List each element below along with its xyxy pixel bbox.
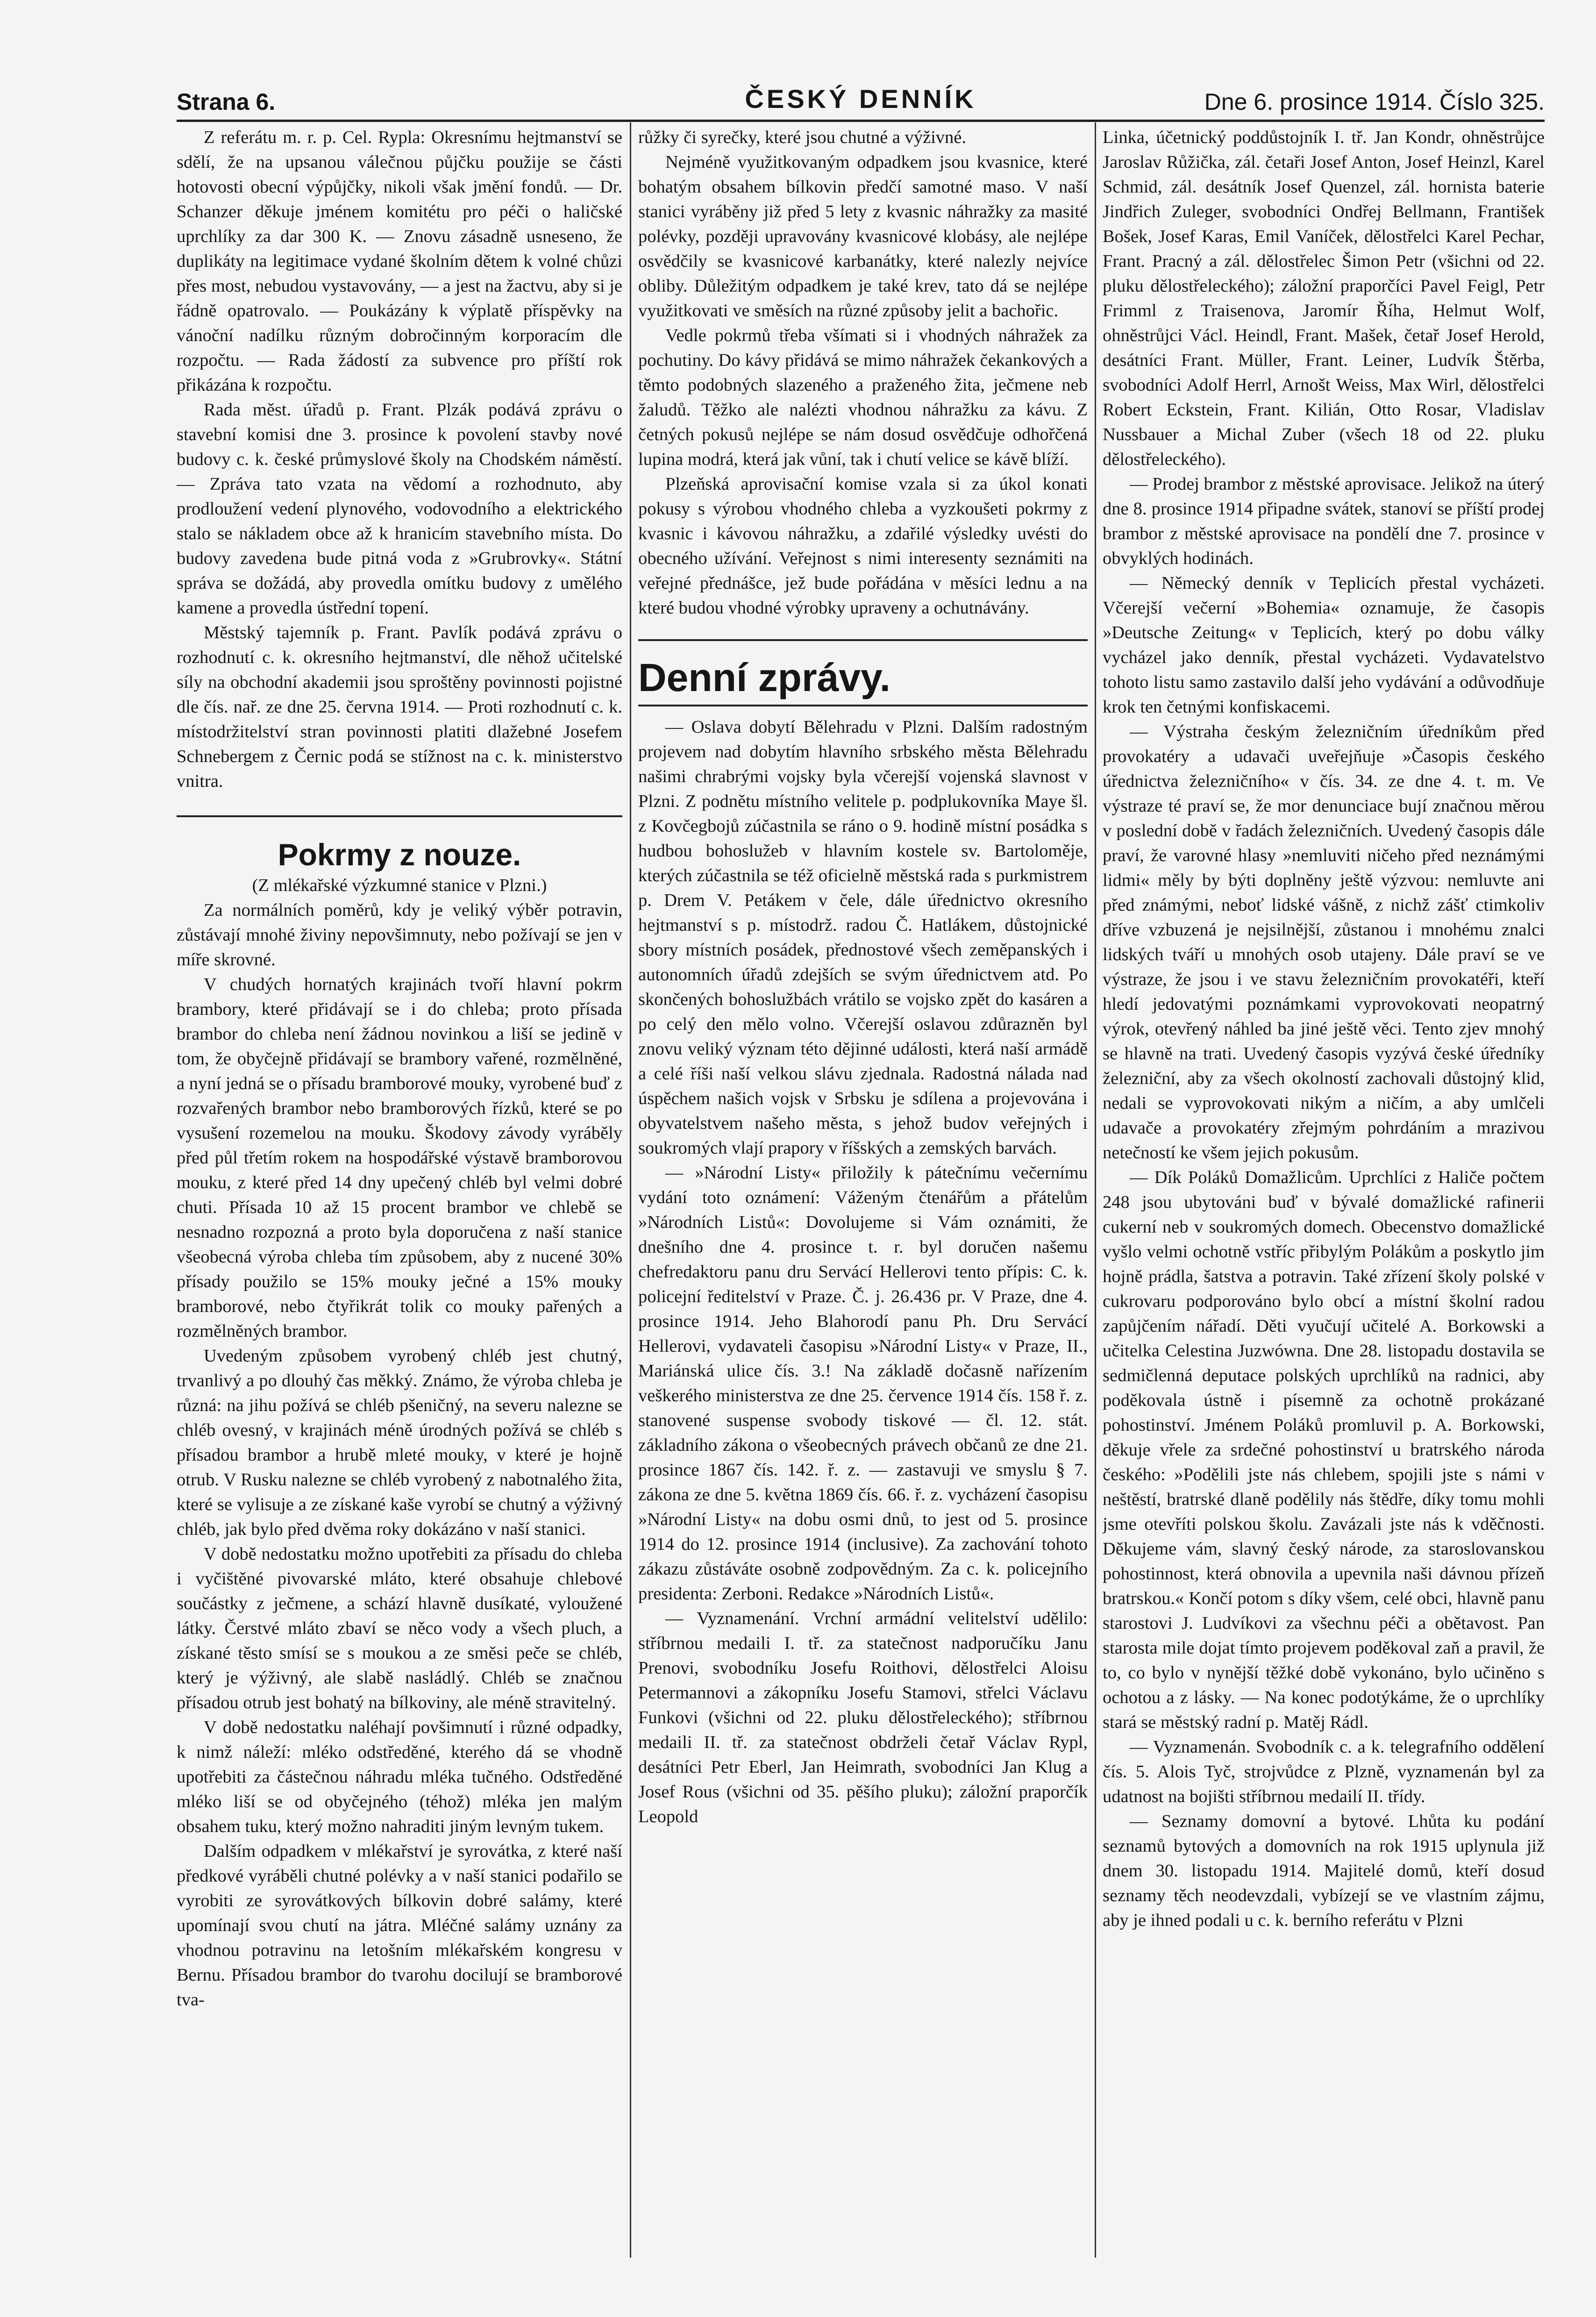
page-header — [177, 85, 1545, 120]
article-paragraph: Za normálních poměrů, kdy je veliký výběr potravin, zůstávají mnohé živiny nepovšimnuty, nebo požívají se jen v míře skrovné. — [177, 900, 622, 970]
article-subtitle: (Z mlékařské výzkumné stanice v Plzni.) — [252, 876, 547, 895]
article-paragraph: V chudých hornatých krajinách tvoří hlavní pokrm brambory, které přidávají se i do chleba; proto přísada brambor do chleba není žádnou novinkou a liší se jedině v tom, že obyčejně přidávají se brambory vařené, rozmělněné, a nyní jedná se o přísadu bramborové mouky, vyrobené buď z rozvařených brambor nebo bramborových řízků, které se po vysušení rozemelou na mouku. Škodovy závody vyráběly před půl třetím rokem na hospodářské výstavě bramborovou mouku, z které před 14 dny upečený chléb byl velmi dobré chuti. Přísada 10 až 15 procent brambor ve chlebě se nesnadno rozpozná a proto byla doporučena z naší stanice všeobecná výroba chleba tím způsobem, aby z nucené 30% přísady použilo se 15% mouky ječné a 15% mouky bramborové, nebo čtyřikrát tolik co mouky pařených a rozmělněných brambor. — [177, 975, 622, 1341]
column-rule-2 — [1095, 122, 1096, 2258]
header-rule — [177, 120, 1545, 122]
article-paragraph: V době nedostatku naléhají povšimnutí i různé odpadky, k nimž náleží: mléko odstředěné, kterého dá se vhodně upotřebiti za částečnou náhradu mléka tučného. Odstředěné mléko liší se od obyčejného (téhož) mléka jen malým obsahem tuku, který možno nahraditi jiným levným tukem. — [177, 1718, 622, 1836]
news-item: — Oslava dobytí Bělehradu v Plzni. Dalším radostným projevem nad dobytím hlavního srbského města Bělehradu našimi chrabrými vojsky byla včerejší vojenská slavnost v Plzni. Z podnětu místního velitele p. podplukovníka Maye šl. z Kovčegbojů zúčastnila se ráno o 9. hodině místní posádka s hudbou bohoslužeb v hlavním kostele sv. Bartoloměje, kterých zúčastnila se též oficielně městská rada s purkmistrem p. Drem V. Petákem v čele, dále úřednictvo okresního hejtmanství s p. místodrž. radou Č. Hatlákem, důstojnické sbory místních posádek, přednostové všech zeměpanských i autonomních úřadů zdejších se svým úřednictvem atd. Po skončených bohoslužbách vrátilo se vojsko zpět do kasáren a po celý den mělo volno. Včerejší oslavou zdůrazněn byl znovu veliký význam této dějinné události, která naší armádě a celé říši naší velkou slávu zjednala. Radostná nálada nad úspěchem našich vojsk v Srbsku je sdílena a projevována i obyvatelstvem našeho města, s jehož budov veřejných i soukromých vlají prapory v říšských a zemských barvách. — [638, 717, 1088, 1158]
column-3 — [1103, 125, 1545, 2265]
news-item: Linka, účetnický poddůstojník I. tř. Jan Kondr, ohněstrůjce Jaroslav Růžička, zál. četaři Josef Anton, Josef Heinzl, Karel Schmid, zál. desátník Josef Quenzel, zál. hornista baterie Jindřich Zuleger, svobodníci Ondřej Bellmann, František Bošek, Josef Karas, Emil Vaníček, dělostřelci Karel Pechar, Frant. Pracný a zál. dělostřelec Šimon Petr (všichni od 22. pluku dělostřeleckého); záložní praporčíci Pavel Feigl, Petr Frimml z Traisenova, Jaromír Říha, Helmut Wolf, ohněstrůjci Václ. Heindl, Frant. Mašek, četař Josef Herold, desátníci Frant. Müller, Frant. Leiner, Ludvík Štěrba, svobodníci Adolf Herrl, Arnošt Weiss, Max Wirl, dělostřelci Robert Eckstein, Frant. Kilián, Otto Rosar, Vladislav Nussbauer a Michal Zuber (všech 18 od 22. pluku dělostřeleckého). — [1103, 128, 1545, 469]
news-item: — Vyznamenán. Svobodník c. a k. telegrafního oddělení čís. 5. Alois Tyč, strojvůdce z Plzně, vyznamenán byl za udatnost na bojišti stříbrnou medailí II. třídy. — [1103, 1737, 1545, 1806]
article-paragraph: Dalším odpadkem v mlékařství je syrovátka, z které naší předkové vyráběli chutné polévky a v naší stanici podařilo se vyrobiti ze syrovátkových bílkovin dobré salámy, které upomínají svou chutí na játra. Mléčné salámy uznány za vhodnou potravinu na letošním mlékařském kongresu v Bernu. Přísadou brambor do tvarohu docilují se bramborové tva- — [177, 1841, 622, 2010]
council-report-3: Městský tajemník p. Frant. Pavlík podává zprávu o rozhodnutí c. k. okresního hejtmanství, dle něhož učitelské síly na obchodní akademii jsou sproštěny povinnosti pojistné dle čís. nař. ze dne 25. června 1914. — Proti rozhodnutí c. k. místodržitelství stran povinnosti platiti dlažebné Josefem Schnebergem z Černic podá se stížnost na c. k. ministerstvo vnitra. — [177, 623, 622, 791]
article-paragraph: Uvedeným způsobem vyrobený chléb jest chutný, trvanlivý a po dlouhý čas měkký. Známo, že výroba chleba je různá: na jihu požívá se chléb pšeničný, na severu nalezne se chléb ovesný, v krajinách méně úrodných požívá se chléb s přísadou brambor a hrubě mleté mouky, v které je hojně otrub. V Rusku nalezne se chléb vyrobený z nabotnalého žita, které se vylisuje a ze získané kaše vyrobí se chutný a výživný chléb, jak bylo před dvěma roky dokázáno v naší stanici. — [177, 1346, 622, 1539]
council-report-2: Rada měst. úřadů p. Frant. Plzák podává zprávu o stavební komisi dne 3. prosince k povolení stavby nové budovy c. k. české průmyslové školy na Chodském náměstí. — Zpráva tato vzata na vědomí a rozhodnuto, aby prodloužení vedení plynového, vodovodního a elektrického stalo se nákladem obce až k hranicím stavebního místa. Do budovy zavedena bude pitná voda z »Grubrovky«. Státní správa se dožádá, aby provedla omítku budovy z umělého kamene a provedla ústřední topení. — [177, 400, 622, 618]
column-rule-1 — [630, 122, 631, 2258]
section-title-denni-zpravy: Denní zprávy. — [638, 656, 891, 699]
article-paragraph: V době nedostatku možno upotřebiti za přísadu do chleba i vyčištěné pivovarské mláto, které obsahuje chlebové součástky z ječmene, a schází hlavně dusíkaté, vyloužené látky. Čerstvé mláto zbaví se něco vody a všech pluch, a získané těsto smísí se s moukou a ze směsi peče se chléb, který je výživný, ale slabě nasládlý. Chléb se značnou přísadou otrub jest bohatý na bílkoviny, ale méně stravitelný. — [177, 1544, 622, 1712]
section-divider — [177, 815, 622, 817]
news-item: — Dík Poláků Domažlicům. Uprchlíci z Haliče počtem 248 jsou ubytováni buď v bývalé domažlické rafinerii cukerní neb v soukromých domech. Obecenstvo domažlické vyšlo velmi ochotně vstříc přibylým Polákům a poskytlo jim hojně prádla, šatstva a potravin. Také zřízení školy polské v cukrovaru podporováno bylo obcí a místní školní radou zapůjčením nářadí. Děti vyučují učitelé A. Borkowski a učitelka Celestina Juzwówna. Dne 28. listopadu dostavila se sedmičlenná deputace polských uprchlíků na radnici, aby poděkovala ústně i písemně za ochotně prokázané pohostinství. Jménem Poláků promluvil p. A. Borkowski, děkuje vřele za srdečné pohostinství u bratrského národa českého: »Podělili jste nás chlebem, spojili jste s námi v neštěstí, bratrské dlaně podělily nás štědře, díky tomu mohli jsme otevříti polskou školu. Zavázali jste nás k vděčnosti. Děkujeme vám, slavný český národe, za staroslovanskou pohostinnost, která obnovila a upevnila naši dávnou přízeň bratrskou.« Končí potom s díky všem, celé obci, hlavně panu starostovi J. Ludvíkovi za všechnu péči a obětavost. Pan starosta mile dojat tímto projevem poděkoval zaň a pravil, že to, co bylo v nynější těžké době vykonáno, bylo učiněno s ochotou a z lásky. — Na konec podotýkáme, že o uprchlíky stará se městský radní p. Matěj Rádl. — [1103, 1168, 1545, 1732]
column-1 — [177, 125, 622, 2265]
news-item: — Německý denník v Teplicích přestal vycházeti. Včerejší večerní »Bohemia« oznamuje, že časopis »Deutsche Zeitung« v Teplicích, který po dobu války vycházel jako denník, přestal vycházeti. Vydavatelstvo tohoto listu samo zastavilo další jeho vydávání a odůvodňuje krok ten četnými konfiskacemi. — [1103, 573, 1545, 717]
article-paragraph: růžky či syrečky, které jsou chutné a výživné. — [638, 128, 967, 147]
column-2 — [638, 125, 1088, 2265]
masthead-title: ČESKÝ DENNÍK — [745, 84, 976, 114]
news-item: — Seznamy domovní a bytové. Lhůta ku podání seznamů bytových a domovních na rok 1915 uplynula již dnem 30. listopadu 1914. Majitelé domů, kteří dosud seznamy těch neodevzdali, vybízejí se ve vlastním zájmu, aby je ihned podali u c. k. berního referátu v Plzni — [1103, 1811, 1545, 1930]
issue-date: Dne 6. prosince 1914. Číslo 325. — [1204, 89, 1545, 115]
section-divider — [638, 639, 1088, 641]
article-paragraph: Nejméně využitkovaným odpadkem jsou kvasnice, které bohatým obsahem bílkovin předčí samotné maso. V naší stanici vyráběny již před 5 lety z kvasnic náhražky za masité polévky, později upravovány kvasnicové klobásy, ale nejlépe osvědčily se kvasnicové karbanátky, které nalezly nejvíce obliby. Důležitým odpadkem je také krev, tato dá se nejlépe využitkovati ve směsích na různé způsoby jelit a bachořic. — [638, 152, 1088, 321]
council-report-1: Z referátu m. r. p. Cel. Rypla: Okresnímu hejtmanství se sdělí, že na upsanou válečnou půjčku použije se části hotovosti obecní výpůjčky, nikoli však jmění fondů. — Dr. Schanzer děkuje jménem komitétu pro péči o haličské uprchlíky za dar 300 K. — Znovu zásadně usneseno, že duplikáty na legitimace vydané školním dětem k volné chůzi přes most, nebudou vystavovány, — a jest na žactvu, aby si je řádně opatrovalo. — Poukázány k výplatě příspěvky na vánoční nadílku různým dobročinným korporacím dle rozpočtu. — Rada žádostí za subvence pro příští rok přikázána k rozpočtu. — [177, 128, 622, 395]
article-paragraph: Plzeňská aprovisační komise vzala si za úkol konati pokusy s výrobou vhodného chleba a vyzkoušeti pokrmy z kvasnic i kávovou náhražku, a zdařilé výsledky uvésti do obecného užívání. Veřejnost s nimi interesenty seznámiti na veřejné přednášce, jež bude pořádána v měsíci lednu a na které budou vhodné výrobky upraveny a ochutnávány. — [638, 474, 1088, 618]
section-divider — [638, 705, 1088, 706]
news-item: — »Národní Listy« přiložily k pátečnímu večernímu vydání toto oznámení: Váženým čtenářům a přátelům »Národních Listů«: Dovolujeme si Vám oznámiti, že dnešního dne 4. prosince t. r. byl doručen našemu chefredaktoru panu dru Servácí Hellerovi tento přípis: C. k. policejní ředitelství v Praze. Č. j. 26.436 pr. V Praze, dne 4. prosince 1914. Jeho Blahorodí panu Ph. Dru Servácí Hellerovi, vydavateli časopisu »Národní Listy« v Praze, II., Mariánská ulice čís. 3.! Na základě dočasně nařízením veškerého ministerstva ze dne 25. července 1914 čís. 158 ř. z. stanovené suspense svobody tiskové — čl. 12. stát. základního zákona o všeobecných právech občanů ze dne 21. prosince 1867 čís. 142. ř. z. — zastavuji ve smyslu § 7. zákona ze dne 5. května 1869 čís. 66. ř. z. vycházení časopisu »Národní Listy« na dobu osmi dnů, to jest od 5. prosince 1914 do 12. prosince 1914 (inclusive). Za zachování tohoto zákazu zůstáváte osobně zodpovědným. Za c. k. policejního presidenta: Zerboni. Redakce »Národních Listů«. — [638, 1163, 1088, 1604]
page-number: Strana 6. — [177, 89, 276, 115]
news-item: — Vyznamenání. Vrchní armádní velitelství udělilo: stříbrnou medaili I. tř. za statečnost nadporučíku Janu Prenovi, svobodníku Josefu Roithovi, dělostřelci Aloisu Petermannovi a zákopníku Josefu Stamovi, střelci Václavu Funkovi (všichni od 22. pluku dělostřeleckého); stříbrnou medaili II. tř. za statečnost obdrželi četař Václav Rypl, desátníci Petr Eberl, Jan Heimrath, svobodníci Jan Klug a Josef Rous (všichni od 35. pěšího pluku); záložní praporčík Leopold — [638, 1609, 1088, 1826]
news-item: — Výstraha českým železničním úředníkům před provokatéry a udavači uveřejňuje »Časopis českého úřednictva železničního« v čís. 34. ze dne 4. t. m. Ve výstraze té praví se, že mor denunciace bují značnou měrou v poslední době v řadách železničních. Uvedený časopis dále praví, že varovné hlasy »nemluviti ničeho před neznámými lidmi« měly by býti doplněny ještě výzvou: nemluvte ani před známými, neboť lidské vášně, z nichž zášť ctimkoliv dříve vzbuzená je nejsilnější, zůstanou i mnohému znalci lidských tváří u mnohých osob utajeny. Dále praví se ve výstraze, že jsou i ve stavu železničním provokatéři, kteří hledí jedovatými poznámkami vyprovokovati neopatrný výrok, otevřený náhled ba jiné ještě věci. Tento zjev mnohý se hlavně na trati. Uvedený časopis vyzývá české úředníky železniční, aby za všech okolností zachovali důstojný klid, nedali se vyprovokovati nikým a ničím, a aby umlčeli udavače a provokatéry zřejmým pohrdáním a mrazivou netečností ke všem jejich pokusům. — [1103, 722, 1545, 1162]
article-paragraph: Vedle pokrmů třeba všímati si i vhodných náhražek za pochutiny. Do kávy přidává se mimo náhražek čekankových a těmto podobných slazeného a praženého žita, ječmene neb žaludů. Těžko ale nalézti vhodnou náhražku za kávu. Z četných pokusů nejlépe se nám dosud osvědčuje odhořčená lupina modrá, která jak vůní, tak i chutí velice se kávě blíží. — [638, 326, 1088, 469]
news-item: — Prodej brambor z městské aprovisace. Jelikož na úterý dne 8. prosince 1914 připadne svátek, stanoví se příští prodej brambor z městské aprovisace na pondělí dne 7. prosince v obvyklých hodinách. — [1103, 474, 1545, 568]
article-title-pokrmy: Pokrmy z nouze. — [278, 837, 521, 872]
